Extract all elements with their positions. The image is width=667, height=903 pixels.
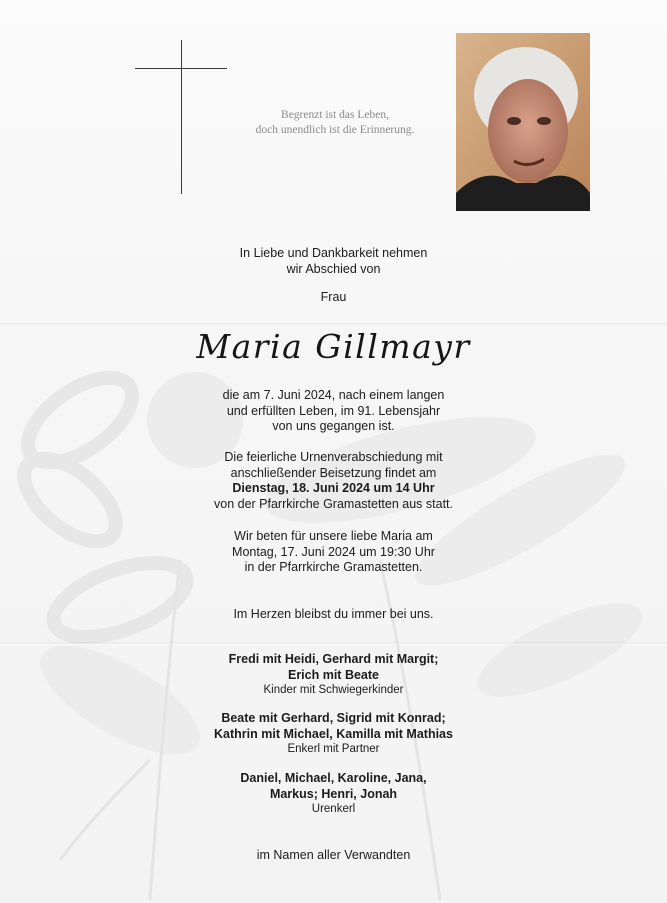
funeral-date: Dienstag, 18. Juni 2024 um 14 Uhr [232, 481, 435, 495]
mourner-relation: Kinder mit Schwiegerkinder [263, 684, 404, 696]
cross-icon-vertical [181, 40, 182, 194]
quote-line: Begrenzt ist das Leben, [281, 109, 389, 121]
quote-line: doch unendlich ist die Erinnerung. [255, 124, 415, 136]
paper-fold-line [0, 323, 667, 326]
closing-line: im Namen aller Verwandten [256, 848, 411, 862]
mourner-group: Beate mit Gerhard, Sigrid mit Konrad; Kathrin mit Michael, Kamilla mit Mathias Enkerl mit Partner [120, 711, 547, 758]
mourner-relation: Enkerl mit Partner [287, 743, 380, 755]
prayer-details: Wir beten für unsere liebe Maria am Montag, 17. Juni 2024 um 19:30 Uhr in der Pfarrkirche Gramastetten. [232, 529, 435, 574]
memorial-quote [205, 108, 465, 138]
deceased-name: Maria Gillmayr [196, 327, 471, 366]
intro-text [120, 246, 547, 277]
paper-fold-line [0, 642, 667, 645]
funeral-details: Die feierliche Urnenverabschiedung mit anschließender Beisetzung findet am Dienstag, 18. Juni 2024 um 14 Uhr von der Pfarrkirche Gramastetten aus statt. [120, 450, 547, 512]
portrait-photo [456, 33, 590, 211]
farewell-line: Im Herzen bleibst du immer bei uns. [233, 607, 434, 621]
mourner-group: Fredi mit Heidi, Gerhard mit Margit; Erich mit Beate Kinder mit Schwiegerkinder [120, 652, 547, 699]
mourner-group: Daniel, Michael, Karoline, Jana, Markus; Henri, Jonah Urenkerl [120, 771, 547, 818]
cross-icon-horizontal [135, 68, 227, 69]
intro-line: In Liebe und Dankbarkeit nehmen [239, 246, 428, 260]
salutation: Frau [320, 290, 347, 304]
mourner-relation: Urenkerl [311, 803, 356, 815]
death-notice: die am 7. Juni 2024, nach einem langen und erfüllten Leben, im 91. Lebensjahr von uns gegangen ist. [222, 388, 445, 433]
intro-line: wir Abschied von [286, 261, 381, 276]
